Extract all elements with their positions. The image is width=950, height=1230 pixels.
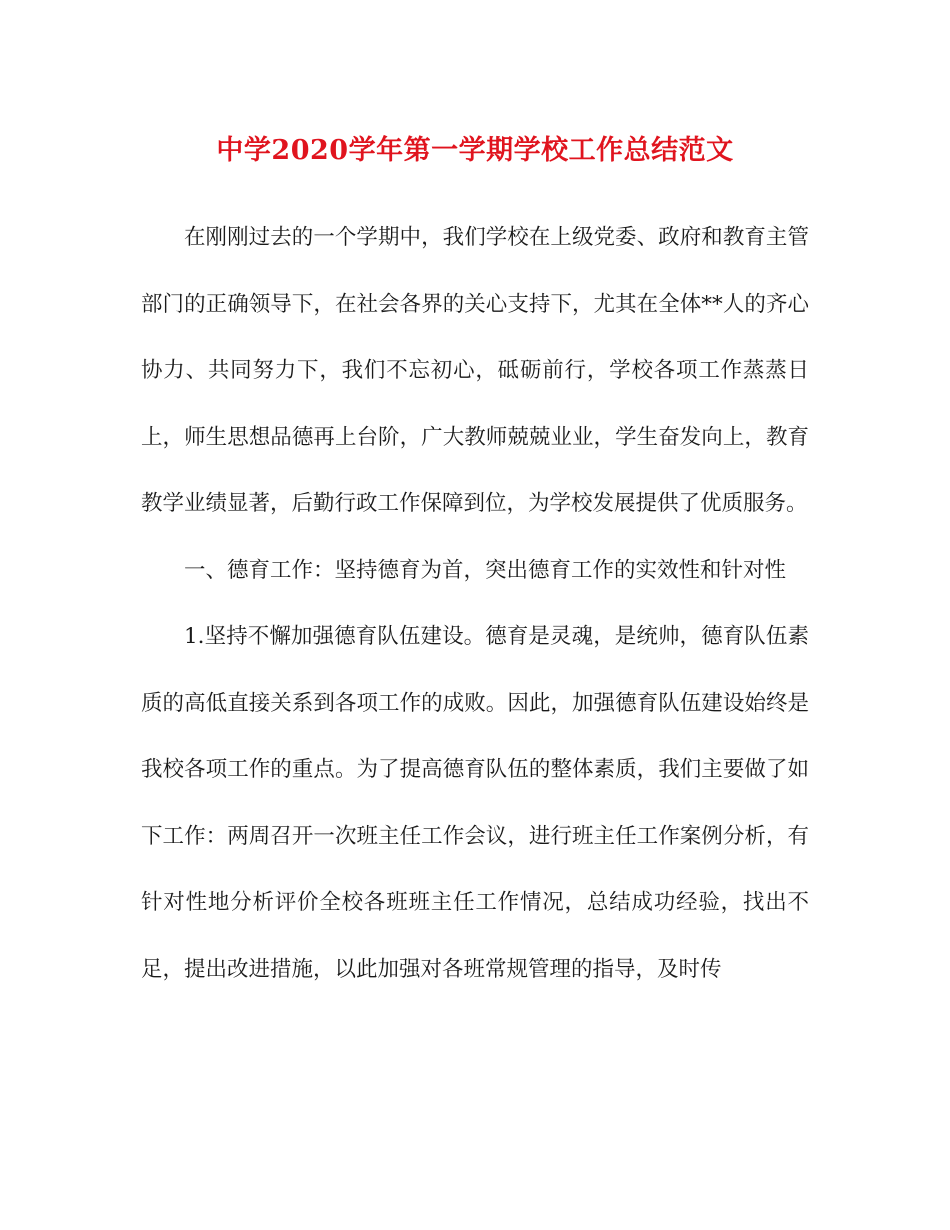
intro-paragraph: 在刚刚过去的一个学期中，我们学校在上级党委、政府和教育主管部门的正确领导下，在社会各界的关心支持下，尤其在全体**人的齐心协力、共同努力下，我们不忘初心，砥砺前行，学校各项工作蒸蒸日上，师生思想品德再上台阶，广大教师兢兢业业，学生奋发向上，教育教学业绩显著，后勤行政工作保障到位，为学校发展提供了优质服务。 [141,225,809,516]
section-paragraph-1: 1.坚持不懈加强德育队伍建设。德育是灵魂，是统帅，德育队伍素质的高低直接关系到各项工作的成败。因此，加强德育队伍建设始终是我校各项工作的重点。为了提高德育队伍的整体素质，我们主要做了如下工作：两周召开一次班主任工作会议，进行班主任工作案例分析，有针对性地分析评价全校各班班主任工作情况，总结成功经验，找出不足，提出改进措施，以此加强对各班常规管理的指导，及时传 [141,624,809,982]
document-body [141,205,809,1003]
document-title: 中学2020学年第一学期学校工作总结范文 [216,135,734,166]
section-heading-moral-education: 一、德育工作：坚持德育为首，突出德育工作的实效性和针对性 [184,557,787,583]
